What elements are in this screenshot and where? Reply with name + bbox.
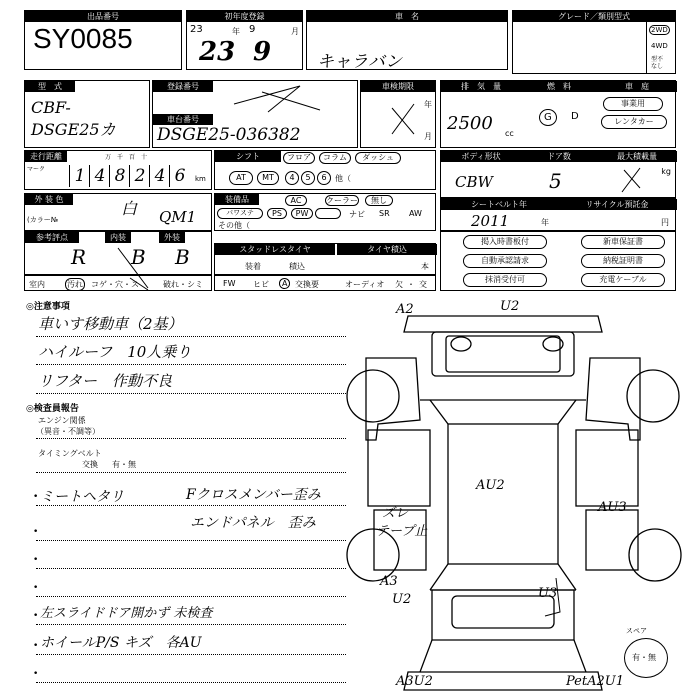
diagram-label: A3U2 (396, 674, 433, 689)
exterior-color-box (24, 193, 212, 231)
left-front-panel (366, 358, 420, 440)
first-reg-nen: 年 (232, 27, 240, 36)
doc-item: 充電ケーブル (581, 273, 665, 287)
right-front-panel (586, 358, 640, 440)
displacement-box (440, 80, 676, 148)
shift-other: 他（ (335, 174, 351, 183)
report-rule (36, 540, 346, 541)
report-rule (36, 568, 346, 569)
inspection-month: 月 (424, 132, 432, 141)
equip-ps: PS (267, 208, 287, 219)
inspection-box (360, 80, 436, 148)
audio-label: オーディオ (345, 280, 385, 289)
studless-load: 積込 (289, 262, 305, 271)
seatbelt-label: シートベルト年 (441, 199, 557, 210)
spare-label: スペア (626, 627, 647, 635)
right-rear-side (586, 510, 638, 570)
equip-aw: AW (409, 209, 422, 218)
fw-label: FW (223, 279, 236, 288)
lot-label: 出品番号 (25, 11, 181, 22)
audio-exchange: 交 (419, 280, 427, 289)
mileage-digit: 2 (129, 165, 150, 187)
note-rule-1 (36, 336, 346, 337)
wheel-front-left (347, 370, 399, 422)
first-reg-year-hw: 23 (199, 37, 236, 67)
studless-label: スタッドレスタイヤ (215, 244, 335, 255)
first-reg-year-small: 23 (190, 24, 203, 35)
chassis-label: 車台番号 (153, 114, 213, 125)
left-body-side (368, 430, 430, 506)
equip-blank (315, 208, 341, 219)
fw-crack: ヒビ (253, 280, 269, 289)
equip-sr: SR (379, 209, 390, 218)
registration-box (152, 80, 358, 148)
eval-inner-value: B (131, 245, 146, 269)
inspector-engine: エンジン関係 (38, 416, 86, 425)
inspector-exchange-opts: 有・無 (112, 460, 136, 469)
shift-label: シフト (215, 151, 281, 162)
shift-dash: ダッシュ (355, 152, 401, 164)
report-bullet: • (33, 583, 39, 593)
exterior-color-code: QM1 (159, 208, 197, 226)
usage-business: 事業用 (603, 97, 663, 111)
mileage-digit: 1 (69, 165, 90, 187)
mileage-units: 万 千 百 十 (105, 154, 148, 161)
shift-mt: MT (257, 171, 279, 185)
seatbelt-box (440, 198, 676, 231)
report-rule (36, 624, 346, 625)
mileage-mark: マーク (27, 166, 46, 173)
diagram-label: テープ止 (376, 524, 428, 539)
audio-dot: ・ (407, 280, 415, 289)
model-box (24, 80, 150, 148)
diagram-label: A3 (380, 574, 398, 589)
interior-box (24, 275, 212, 291)
inspector-timing: タイミングベルト (38, 449, 102, 458)
equip-none: 無し (365, 195, 393, 206)
inspector-exchange: 交換 (82, 460, 98, 469)
body-box (440, 150, 676, 198)
recycle-unit: 円 (661, 218, 669, 227)
fw-a: A (279, 278, 290, 289)
seatbelt-value: 2011 (471, 212, 510, 230)
report-line: Fクロスメンバー歪み (186, 487, 321, 503)
note-line-3: リフター 作動不良 (38, 372, 172, 390)
report-rule (36, 596, 346, 597)
model-label: 型 式 (25, 81, 75, 92)
eval-score: R (71, 245, 87, 269)
report-bullet: • (33, 555, 39, 565)
chassis-value: DSGE25-036382 (157, 125, 301, 145)
front-bumper (404, 316, 602, 332)
wheel-front-right (627, 370, 679, 422)
shift-box (214, 150, 436, 190)
hood (432, 332, 574, 376)
mileage-label: 走行距離 (25, 151, 67, 162)
equipment-box (214, 193, 436, 231)
equipment-label: 装備品 (215, 194, 259, 205)
doors-label: ドア数 (521, 151, 597, 162)
body-type-value: CBW (455, 173, 493, 191)
first-reg-month-hw: 9 (253, 37, 272, 67)
inspector-title: ◎検査員報告 (26, 404, 79, 414)
first-registration-box (186, 10, 303, 70)
doc-item: 抹消受付可 (463, 273, 547, 287)
eval-label: 参考評点 (25, 232, 79, 243)
note-rule-2 (36, 364, 346, 365)
audio-missing: 欠 (395, 280, 403, 289)
hood-inner (446, 336, 560, 372)
mileage-digit: 6 (169, 165, 190, 187)
equip-cooler: クーラー (326, 196, 358, 205)
displacement-value: 2500 (447, 113, 493, 134)
eval-outer-label: 外装 (159, 232, 185, 243)
eval-inner-label: 内装 (105, 232, 131, 243)
seatbelt-unit: 年 (541, 218, 549, 227)
report-line: ホイールP/S キズ 各AU (40, 635, 202, 651)
grade-label: グレード／類別型式 (513, 11, 675, 22)
report-rule (36, 682, 346, 683)
right-body-side (576, 430, 638, 506)
interior-burn: コゲ・穴・ス (91, 280, 139, 289)
recycle-label: リサイクル預託金 (557, 199, 677, 210)
fw-box (214, 275, 436, 291)
usage-rental: レンタカー (601, 115, 667, 129)
interior-label: 室内 (29, 280, 45, 289)
diagram-label: A2 (396, 302, 414, 317)
first-reg-tsuki: 月 (291, 27, 299, 36)
capacity-label: 最大積載量 (597, 151, 677, 162)
shift-floor: フロア (283, 152, 315, 164)
interior-tear: 破れ・シミ (163, 280, 203, 289)
report-line: ミートヘタリ (40, 489, 124, 505)
interior-dirt: 汚れ (67, 280, 83, 289)
inspector-rule-1 (36, 438, 346, 439)
first-reg-month-small: 9 (249, 24, 256, 35)
diagram-label: U2 (392, 592, 412, 607)
diagram-label: U2 (500, 299, 520, 314)
studless-on: 装着 (245, 262, 261, 271)
roof (448, 424, 558, 564)
doc-item: 掲入時書板付 (463, 235, 547, 249)
lot-code: SY0085 (33, 23, 133, 54)
diagram-label: AU2 (476, 478, 505, 493)
first-registration-label: 初年度登録 (187, 11, 302, 22)
report-bullet: • (33, 527, 39, 537)
shift-5: 5 (301, 171, 315, 185)
headlight-right (543, 337, 563, 351)
mileage-digit: 4 (149, 165, 170, 187)
tire-load-label: タイヤ積込 (337, 244, 437, 255)
body-type-label: ボディ形状 (441, 151, 521, 162)
mileage-box (24, 150, 212, 190)
equip-ac: AC (285, 195, 307, 206)
tire-load-value: 本 (421, 262, 429, 271)
spare-value: 有・無 (632, 653, 656, 662)
shift-column: コラム (319, 152, 351, 164)
shift-at: AT (229, 171, 253, 185)
mileage-digit: 4 (89, 165, 110, 187)
usage-label: 車 庭 (597, 81, 677, 92)
capacity-unit: kg (661, 167, 671, 176)
doc-item: 自動承認請求 (463, 254, 547, 268)
doc-item: 納税証明書 (581, 254, 665, 268)
diagram-label: U3 (538, 586, 558, 601)
report-bullet: • (33, 669, 39, 679)
notes-title: ◎注意事項 (26, 302, 70, 312)
equip-navi: ナビ (349, 210, 365, 219)
model-value: CBF- DSGE25カ (31, 98, 116, 139)
doors-value: 5 (549, 169, 562, 193)
inspector-rule-2 (36, 472, 346, 473)
docs-box (440, 231, 676, 291)
wheel-rear-right (629, 529, 681, 581)
diagram-label: AU3 (598, 500, 627, 515)
displacement-unit: cc (505, 129, 514, 138)
car-name-box (306, 10, 508, 70)
note-line-2: ハイルーフ 10人乗り (38, 343, 192, 361)
fuel-d: D (571, 111, 579, 122)
doc-item: 新車保証書 (581, 235, 665, 249)
studless-box (214, 243, 436, 275)
shift-6: 6 (317, 171, 331, 185)
fw-replace: 交換要 (295, 280, 319, 289)
note-line-1: 車いす移動車（2基） (38, 315, 183, 333)
displacement-label: 排 気 量 (441, 81, 521, 92)
fuel-label: 燃 料 (521, 81, 597, 92)
shift-4: 4 (285, 171, 299, 185)
report-line: 左スライドドア開かず 未検査 (40, 606, 213, 621)
drive-2wd: 2WD (651, 26, 668, 34)
fuel-g: G (539, 109, 557, 126)
headlight-left (451, 337, 471, 351)
equip-powersteering: パワステ (217, 208, 263, 219)
report-bullet: • (33, 492, 39, 502)
inspection-year: 年 (424, 100, 432, 109)
report-line: エンドパネル 歪み (190, 515, 316, 531)
equip-pw: PW (291, 208, 313, 219)
diagram-label: ズレ (382, 506, 409, 521)
eval-box (24, 231, 212, 275)
inspector-engine-sub: （異音・不調等） (36, 427, 100, 436)
mileage-digit: 8 (109, 165, 130, 187)
grade-box (512, 10, 676, 74)
car-name-value: キャラバン (317, 52, 402, 72)
registration-label: 登録番号 (153, 81, 213, 92)
note-rule-3 (36, 393, 346, 394)
inspection-label: 車検期限 (361, 81, 435, 92)
drive-none: 型不 なし (651, 56, 664, 70)
exterior-color-sub: (カラー№ (27, 216, 59, 224)
exterior-color-label: 外 装 色 (25, 194, 73, 205)
mileage-km: km (195, 175, 206, 183)
car-name-label: 車 名 (307, 11, 507, 22)
report-bullet: • (33, 611, 39, 621)
report-rule (36, 654, 346, 655)
report-bullet: • (33, 641, 39, 651)
diagram-label: PetA2U1 (566, 674, 624, 689)
eval-outer-value: B (175, 245, 190, 269)
drive-4wd: 4WD (651, 42, 668, 50)
exterior-color-value: 白 (121, 199, 138, 218)
equip-other: その他（ (218, 221, 250, 230)
lot-box (24, 10, 182, 70)
